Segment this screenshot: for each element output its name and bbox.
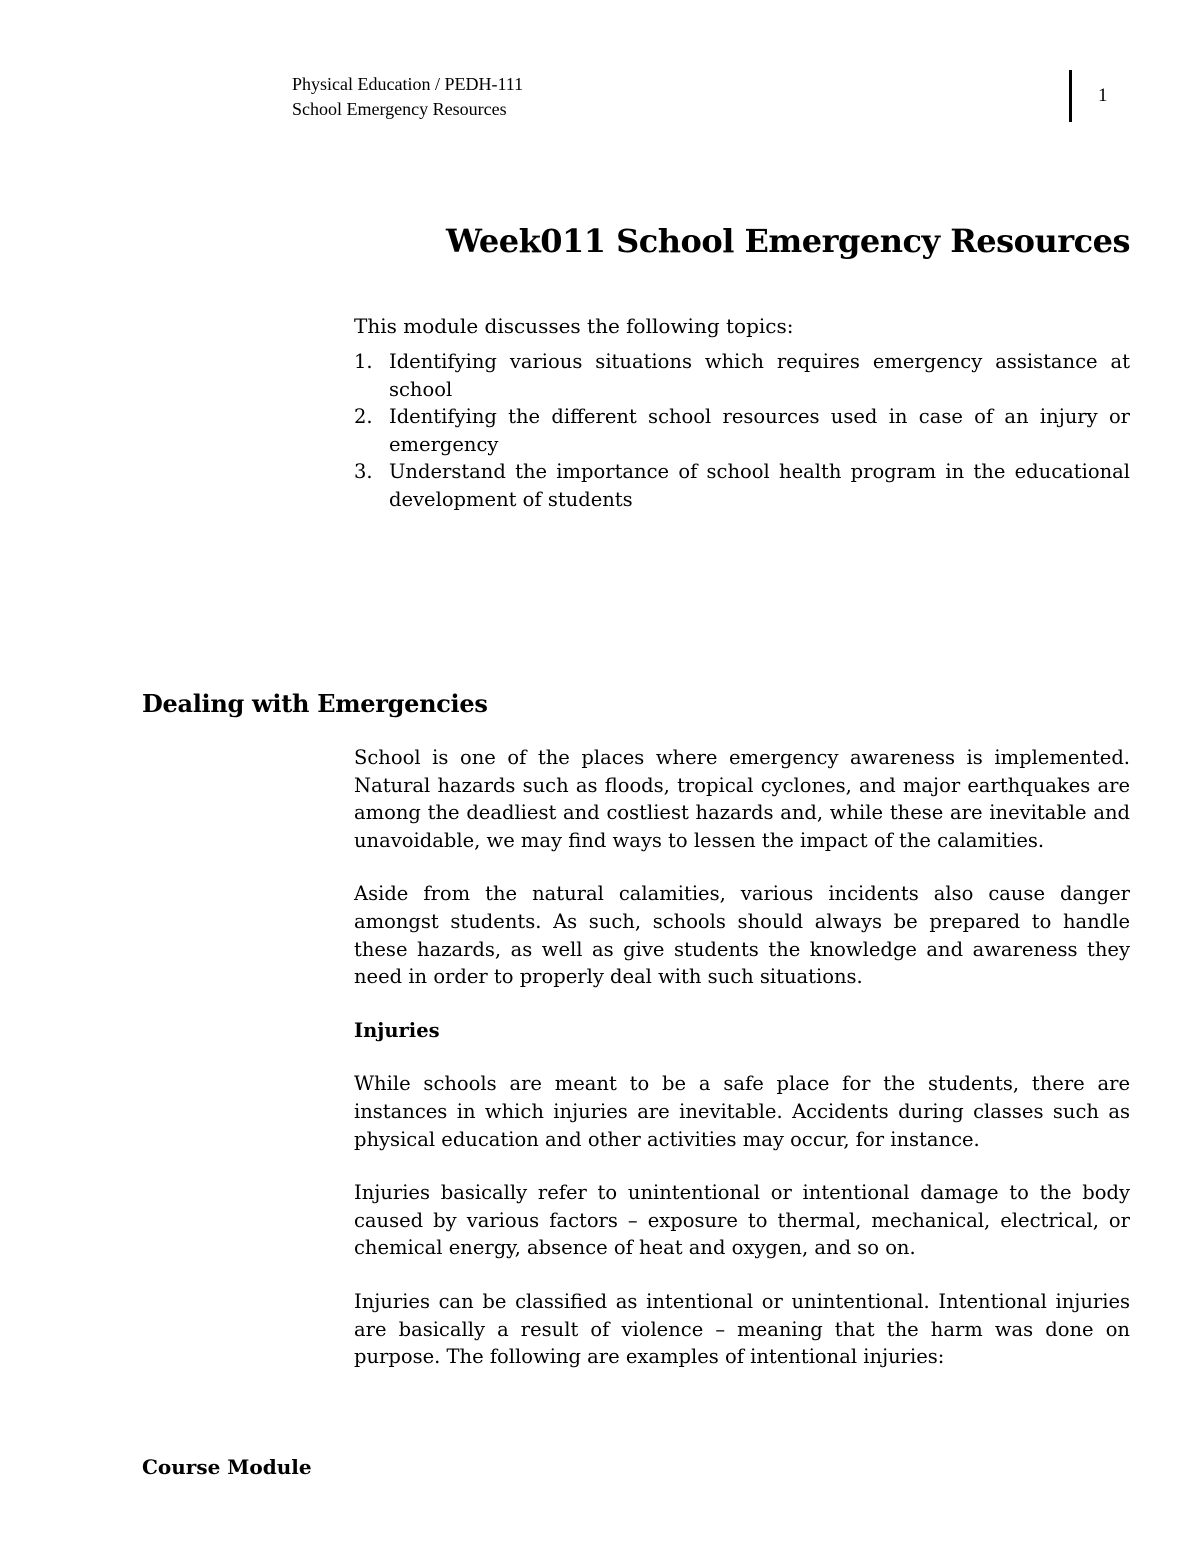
topic-number: 2. — [354, 405, 373, 428]
section-body — [354, 744, 1130, 1397]
page-number: 1 — [1098, 85, 1108, 106]
module-intro — [354, 312, 1130, 513]
footer-label: Course Module — [142, 1455, 312, 1479]
section-heading: Dealing with Emergencies — [142, 689, 488, 718]
paragraph-natural-calamities: Aside from the natural calamities, various incidents also cause danger amongst students. As such, schools should always be prepared to handle these hazards, as well as give students the knowledge and awareness they need in order to properly deal with such situations. — [354, 882, 1130, 989]
paragraph-school-safety: While schools are meant to be a safe place for the students, there are instances in which injuries are inevitable. Accidents during classes such as physical education and other activities may occur, for instance. — [354, 1072, 1130, 1151]
topic-item — [354, 403, 1130, 458]
header-subtitle: School Emergency Resources — [292, 99, 507, 119]
topic-item — [354, 458, 1130, 513]
topic-number: 3. — [354, 460, 373, 483]
intro-lead: This module discusses the following topics: — [354, 314, 794, 338]
topic-number: 1. — [354, 350, 373, 373]
header-divider — [1069, 70, 1072, 122]
running-header — [292, 72, 523, 122]
topic-list — [354, 348, 1130, 513]
topic-item — [354, 348, 1130, 403]
topic-text: Identifying the different school resources used in case of an injury or emergency — [389, 405, 1130, 456]
paragraph-injury-classification: Injuries can be classified as intentional or unintentional. Intentional injuries are basically a result of violence – meaning that the harm was done on purpose. The following are examples of intentional injuries: — [354, 1289, 1130, 1369]
topic-text: Identifying various situations which requires emergency assistance at school — [389, 350, 1130, 401]
page-title: Week011 School Emergency Resources — [446, 222, 1130, 260]
paragraph-emergency-awareness: School is one of the places where emergency awareness is implemented. Natural hazards such as floods, tropical cyclones, and major earthquakes are among the deadliest and costliest hazards and, while these are inevitable and unavoidable, we may find ways to lessen the impact of the calamities. — [354, 746, 1130, 852]
subheading-injuries: Injuries — [354, 1018, 440, 1042]
paragraph-injury-definition: Injuries basically refer to unintentional or intentional damage to the body caused by various factors – exposure to thermal, mechanical, electrical, or chemical energy, absence of heat and oxygen, and so on. — [354, 1181, 1130, 1260]
course-code: Physical Education / PEDH-111 — [292, 74, 524, 94]
topic-text: Understand the importance of school health program in the educational development of students — [389, 460, 1130, 511]
